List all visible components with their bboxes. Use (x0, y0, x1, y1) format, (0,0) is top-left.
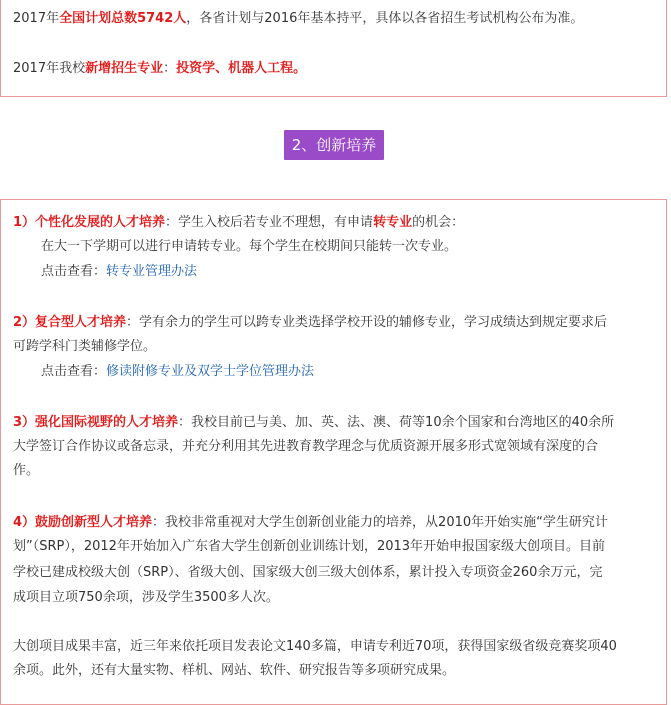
item2-text-a: ：学有余力的学生可以跨专业类选择学校开设的辅修专业，学习成绩达到规定要求后 (126, 315, 608, 330)
item1-text-a: ：学生入校后若专业不理想，有申请 (165, 215, 374, 230)
item1-line (13, 214, 464, 232)
item1-highlight: 转专业 (373, 215, 413, 230)
plan-suffix: ，各省计划与2016年基本持平，具体以各省招生考试机构公布为准。 (186, 11, 584, 26)
item5-text-b: 余项。此外，还有大量实物、样机、网站、软件、研究报告等多项研究成果。 (13, 663, 456, 678)
item2-click-label: 点击查看： (41, 364, 107, 379)
item4-text-b: 划”（SRP），2012年开始加入广东省大学生创新创业训练计划，2013年开始申报国家级大创项目。目前 (13, 539, 606, 554)
item1-text-b: 的机会： (412, 215, 465, 230)
item4-text-a: ：我校非常重视对大学生创新创业能力的培养，从2010年开始实施“学生研究计 (152, 515, 608, 530)
item1-heading: 1）个性化发展的人才培养 (13, 215, 166, 230)
item2-heading: 2）复合型人才培养 (13, 315, 127, 330)
item2-text-b: 可跨学科门类辅修学位。 (13, 339, 157, 354)
item4-text-d: 成项目立项750余项，涉及学生3500多人次。 (13, 590, 279, 605)
new-majors-label: 新增招生专业 (85, 61, 164, 76)
item3-heading: 3）强化国际视野的人才培养 (13, 415, 179, 430)
item3-text-c: 作。 (13, 463, 40, 478)
new-majors-prefix: 2017年我校 (13, 61, 86, 76)
item1-click-label: 点击查看： (41, 264, 107, 279)
innovation-training-box (0, 199, 667, 705)
transfer-major-link[interactable]: 转专业管理办法 (106, 264, 198, 279)
item2-click-line (41, 363, 314, 381)
item1-click-line (41, 263, 197, 281)
item2-line (13, 314, 607, 332)
item3-line (13, 414, 614, 432)
item4-heading: 4）鼓励创新型人才培养 (13, 515, 153, 530)
new-majors-colon: ： (163, 61, 177, 76)
section-title-innovation: 2、创新培养 (284, 130, 384, 160)
item4-text-c: 学校已建成校级大创（SRP）、省级大创、国家级大创三级大创体系，累计投入专项资金260余万元，完 (13, 565, 603, 580)
item5-text-a: 大创项目成果丰富，近三年来依托项目发表论文140多篇，申请专利近70项，获得国家级省级竞赛奖项40 (13, 639, 617, 654)
item3-text-a: ：我校目前已与美、加、英、法、澳、荷等10余个国家和台湾地区的40余所 (178, 415, 615, 430)
item3-text-b: 大学签订合作协议或备忘录，并充分利用其先进教育教学理念与优质资源开展多形式宽领域有深度的合 (13, 439, 599, 454)
item4-line (13, 514, 608, 532)
plan-total-highlight: 全国计划总数5742人 (59, 11, 187, 26)
item1-detail: 在大一下学期可以进行申请转专业。每个学生在校期间只能转一次专业。 (41, 239, 458, 254)
minor-degree-link[interactable]: 修读附修专业及双学士学位管理办法 (106, 364, 315, 379)
enrollment-info-box (0, 0, 667, 97)
new-majors-list: 投资学、机器人工程。 (176, 61, 307, 76)
new-majors-line (13, 60, 306, 78)
plan-prefix: 2017年 (13, 11, 60, 26)
enrollment-plan-line (13, 10, 583, 28)
